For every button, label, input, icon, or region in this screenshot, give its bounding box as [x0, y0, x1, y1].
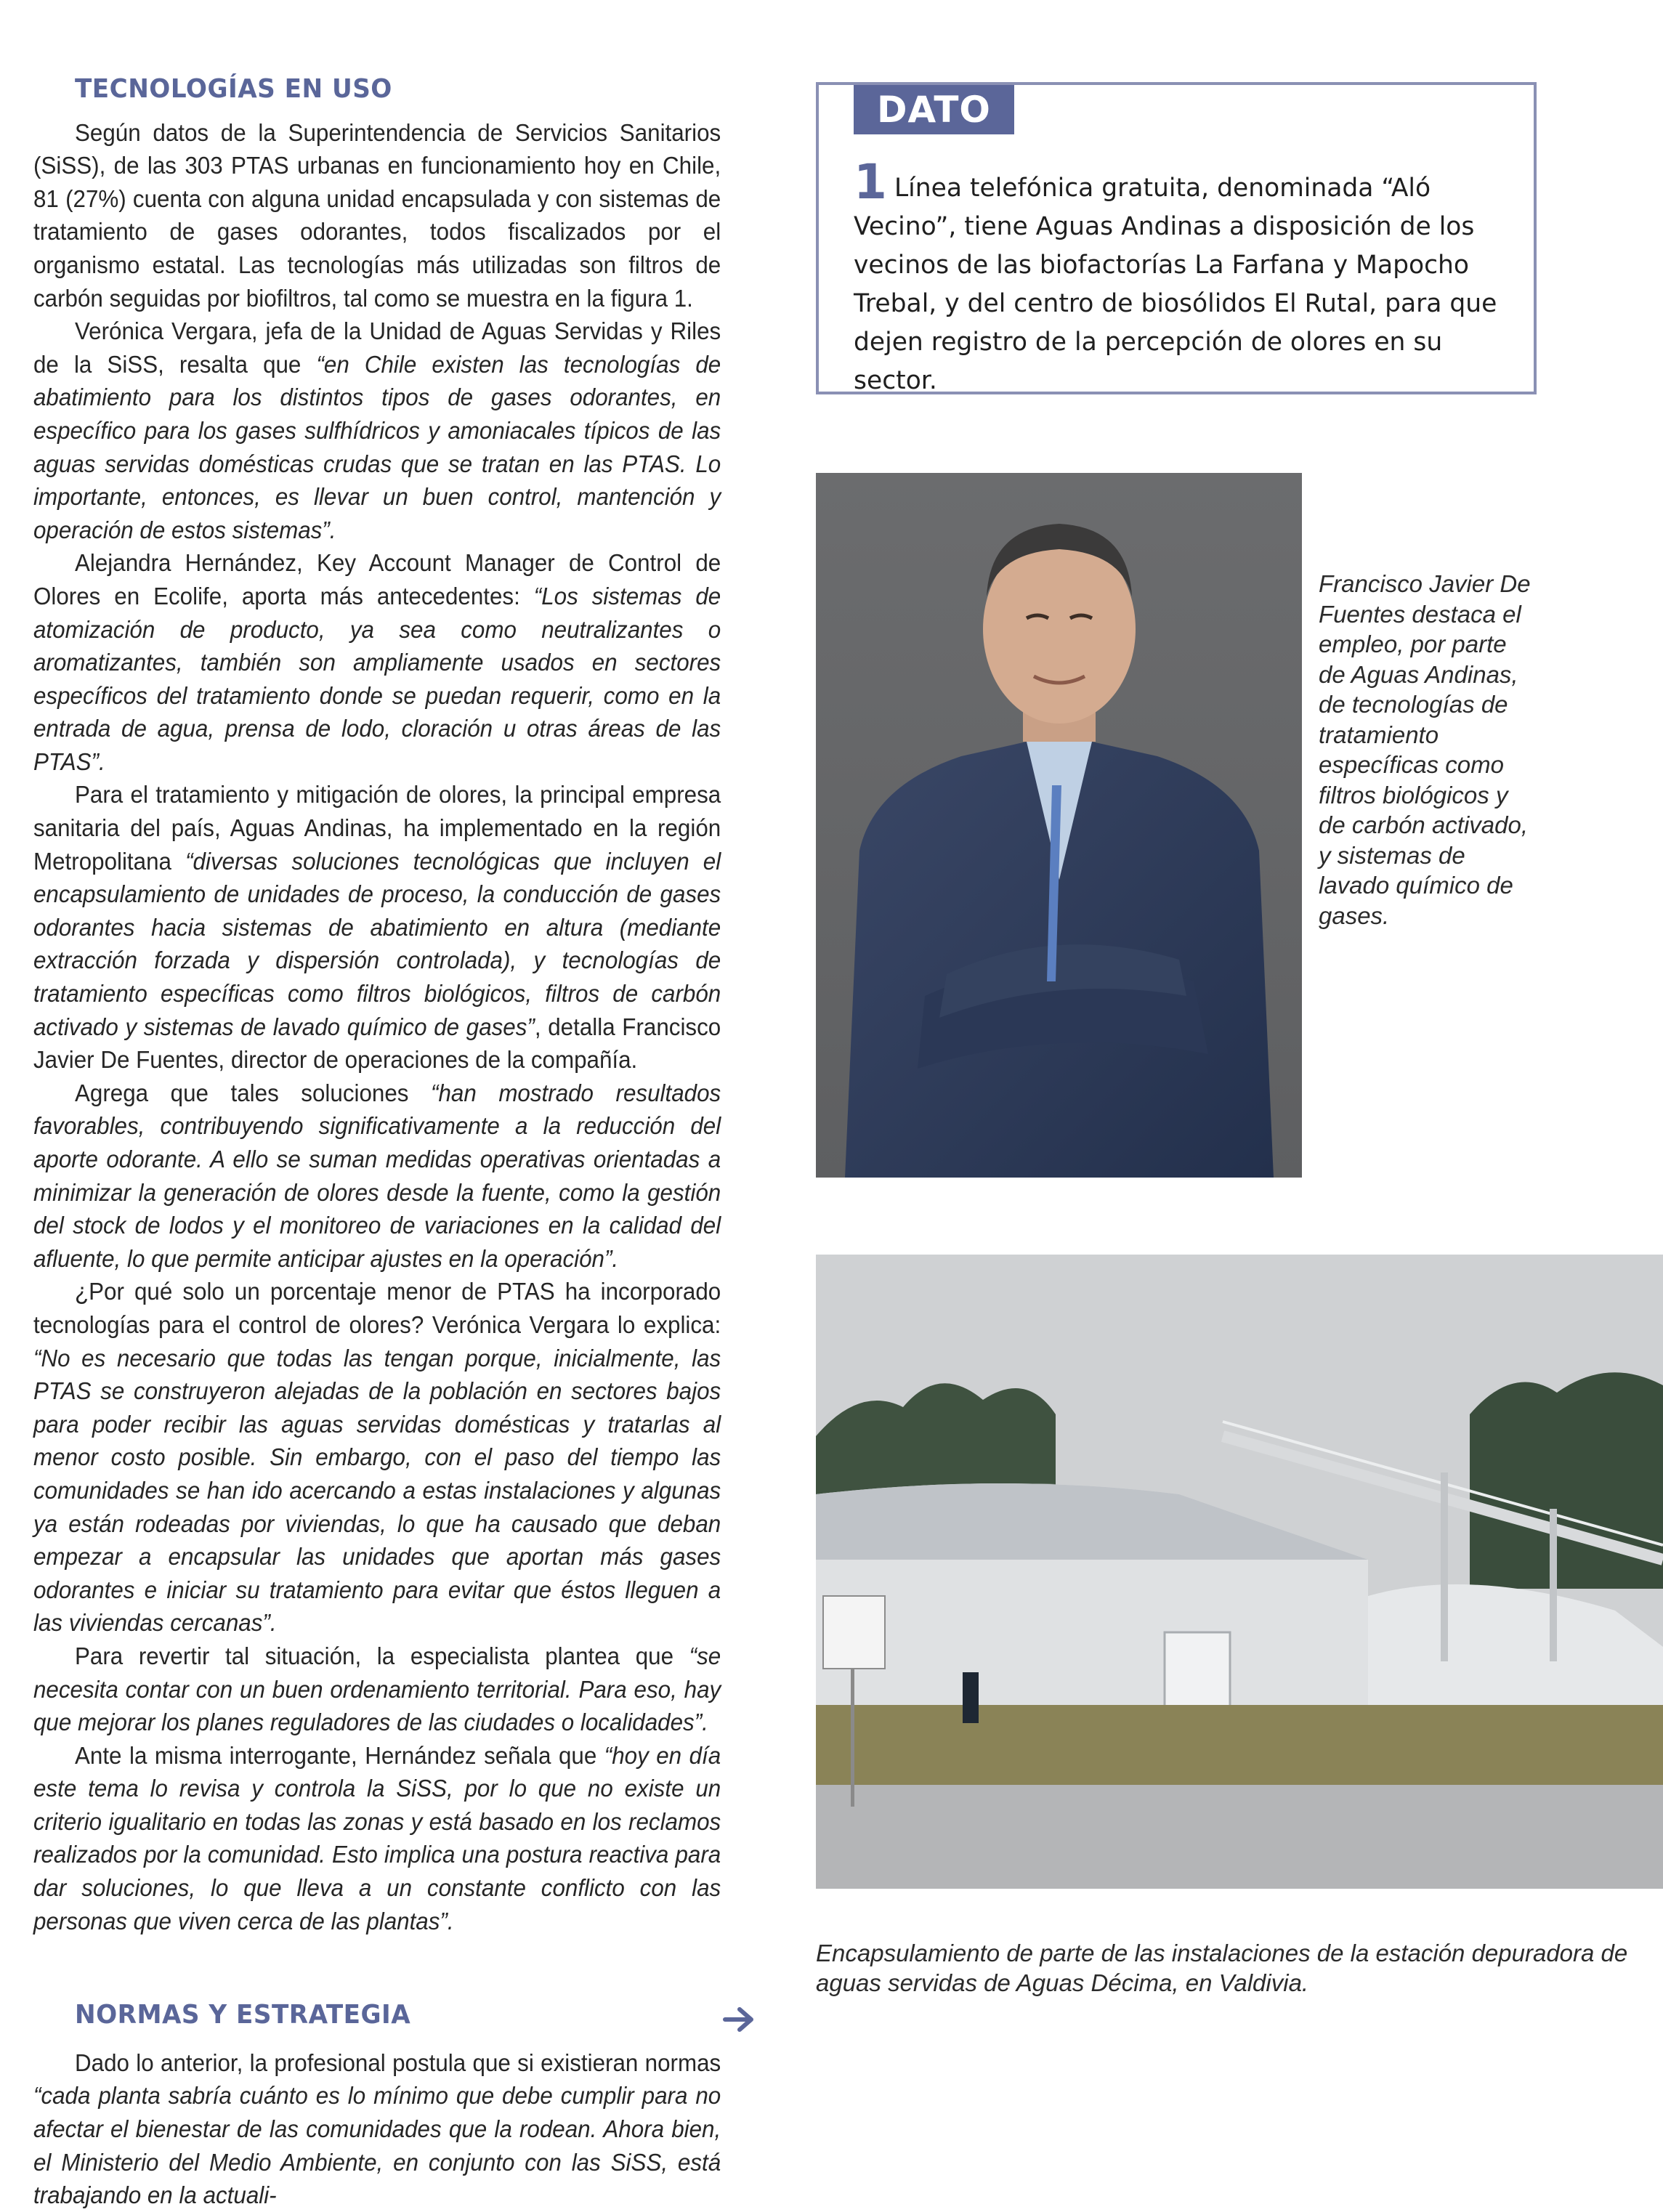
- paragraph: Según datos de la Superintendencia de Servicios Sanitarios (SiSS), de las 303 PTAS urbanas en funcionamiento hoy en Chile, 81 (27%) cuenta con alguna unidad encapsulada y con sistemas de tratamiento de gases odorantes, todos fiscalizados por el organismo estatal. Las tecnologías más utilizadas son filtros de carbón seguidas por biofiltros, tal como se muestra en la figura 1.: [33, 118, 721, 312]
- paragraph: Verónica Vergara, jefa de la Unidad de Aguas Servidas y Riles de la SiSS, resalta que “en Chile existen las tecnologías de abatimiento para los distintos tipos de gases odorantes, en específico para los gases sulfhídricos y amoniacales típicos de las aguas servidas domésticas crudas que se tratan en las PTAS. Lo importante, entonces, es llevar un buen control, mantención y operación de estos sistemas”.: [33, 317, 721, 543]
- dato-number: 1: [854, 154, 887, 210]
- quote: “han mostrado resultados favorables, contribuyendo significativamente a la reducción del aporte odorante. A ello se suman medidas operativas orientadas a minimizar la generación de olores desde la fuente, como la gestión del stock de lodos y el monitoreo de variaciones en la calidad del afluente, lo que permite anticipar ajustes en la operación”.: [33, 1079, 721, 1272]
- paragraph: Dado lo anterior, la profesional postula que si existieran normas “cada planta sabría cuánto es lo mínimo que debe cumplir para no afectar el bienestar de las comunidades que la rodean. Ahora bien, el Ministerio del Medio Ambiente, en conjunto con las SiSS, está trabajando en la actuali-: [33, 2049, 721, 2209]
- arrow-right-icon[interactable]: [722, 2005, 756, 2034]
- plant-photo: [816, 1255, 1663, 1889]
- paragraph: ¿Por qué solo un porcentaje menor de PTAS ha incorporado tecnologías para el control de olores? Verónica Vergara lo explica: “No es necesario que todas las tengan porque, inicialmente, las PTAS se construyeron alejadas de la población en sectores bajos para poder recibir las aguas servidas domésticas y tratarlas al menor costo posible. Sin embargo, con el paso del tiempo las comunidades se han ido acercando a estas instalaciones y algunas ya están rodeadas por viviendas, lo que ha causado que deban empezar a encapsular las unidades que aportan más gases odorantes e iniciar su tratamiento para evitar que éstos lleguen a las viviendas cercanas”.: [33, 1278, 721, 1637]
- portrait-caption: Francisco Javier De Fuentes destaca el empleo, por parte de Aguas Andinas, de tecnologías de tratamiento específicas como filtros biológicos y de carbón activado, y sistemas de lavado químico de gases.: [1319, 570, 1531, 929]
- paragraph: Alejandra Hernández, Key Account Manager de Control de Olores en Ecolife, aporta más antecedentes: “Los sistemas de atomización de producto, ya sea como neutralizantes o aromatizantes, también son ampliamente usados en sectores específicos del tratamiento donde se puedan requerir, como en la entrada de agua, prensa de lodo, cloración u otras áreas de las PTAS”.: [33, 549, 721, 775]
- paragraph: Para el tratamiento y mitigación de olores, la principal empresa sanitaria del país, Aguas Andinas, ha implementado en la región Metropolitana “diversas soluciones tecnológicas que incluyen el encapsulamiento de unidades de proceso, la conducción de gases odorantes hacia sistemas de abatimiento en altura (mediante extracción forzada y dispersión controlada), y tecnologías de tratamiento específicas como filtros biológicos, filtros de carbón activado y sistemas de lavado químico de gases”, detalla Francisco Javier De Fuentes, director de operaciones de la compañía.: [33, 781, 721, 1074]
- dato-text: [854, 154, 1508, 400]
- quote: “Los sistemas de atomización de producto, ya sea como neutralizantes o aromatizantes, también son ampliamente usados en sectores específicos del tratamiento donde se puedan requerir, como en la entrada de agua, prensa de lodo, cloración u otras áreas de las PTAS”.: [33, 582, 721, 775]
- quote: “hoy en día este tema lo revisa y controla la SiSS, por lo que no existe un criterio igualitario en todas las zonas y está basado en los reclamos realizados por la comunidad. Esto implica una postura reactiva para dar soluciones, lo que lleva a un constante conflicto con las personas que viven cerca de las plantas”.: [33, 1741, 721, 1935]
- quote: “diversas soluciones tecnológicas que incluyen el encapsulamiento de unidades de proceso, la conducción de gases odorantes hacia sistemas de abatimiento en altura (mediante extracción forzada y dispersión controlada), y tecnologías de tratamiento específicas como filtros biológicos, filtros de carbón activado y sistemas de lavado químico de gases”: [33, 847, 721, 1040]
- section-heading-normas: NORMAS Y ESTRATEGIA: [75, 2000, 411, 2030]
- article-left-column: [33, 73, 721, 2212]
- portrait-photo: [816, 473, 1302, 1178]
- paragraph: Agrega que tales soluciones “han mostrado resultados favorables, contribuyendo significativamente a la reducción del aporte odorante. A ello se suman medidas operativas orientadas a minimizar la generación de olores desde la fuente, como la gestión del stock de lodos y el monitoreo de variaciones en la calidad del afluente, lo que permite anticipar ajustes en la operación”.: [33, 1079, 721, 1272]
- dato-label: DATO: [854, 85, 1014, 134]
- quote: “en Chile existen las tecnologías de abatimiento para los distintos tipos de gases odorantes, en específico para los gases sulfhídricos y amoniacales típicos de las aguas servidas domésticas crudas que se tratan en las PTAS. Lo importante, entonces, es llevar un buen control, mantención y operación de estos sistemas”.: [33, 350, 721, 543]
- quote: “No es necesario que todas las tengan porque, inicialmente, las PTAS se construyeron alejadas de la población en sectores bajos para poder recibir las aguas servidas domésticas y tratarlas al menor costo posible. Sin embargo, con el paso del tiempo las comunidades se han ido acercando a estas instalaciones y algunas ya están rodeadas por viviendas, lo que ha causado que deban empezar a encapsular las unidades que aportan más gases odorantes e iniciar su tratamiento para evitar que éstos lleguen a las viviendas cercanas”.: [33, 1344, 721, 1637]
- paragraph: Para revertir tal situación, la especialista plantea que “se necesita contar con un buen ordenamiento territorial. Para eso, hay que mejorar los planes reguladores de las ciudades o localidades”.: [33, 1642, 721, 1736]
- quote: “se necesita contar con un buen ordenamiento territorial. Para eso, hay que mejorar los planes reguladores de las ciudades o localidades”.: [33, 1642, 721, 1736]
- quote: “cada planta sabría cuánto es lo mínimo que debe cumplir para no afectar el bienestar de las comunidades que la rodean. Ahora bien, el Ministerio del Medio Ambiente, en conjunto con las SiSS, está trabajando en la actuali-: [33, 2082, 721, 2209]
- dato-body: Línea telefónica gratuita, denominada “Aló Vecino”, tiene Aguas Andinas a disposición de los vecinos de las biofactorías La Farfana y Mapocho Trebal, y del centro de biosólidos El Rutal, para que dejen registro de la percepción de olores en su sector.: [854, 174, 1497, 395]
- dato-box: [816, 82, 1537, 394]
- paragraph: Ante la misma interrogante, Hernández señala que “hoy en día este tema lo revisa y controla la SiSS, por lo que no existe un criterio igualitario en todas las zonas y está basado en los reclamos realizados por la comunidad. Esto implica una postura reactiva para dar soluciones, lo que lleva a un constante conflicto con las personas que viven cerca de las plantas”.: [33, 1741, 721, 1935]
- section-heading-tecnologias: TECNOLOGÍAS EN USO: [75, 74, 392, 104]
- plant-caption: Encapsulamiento de parte de las instalaciones de la estación depuradora de aguas servidas de Aguas Décima, en Valdivia.: [816, 1940, 1628, 1996]
